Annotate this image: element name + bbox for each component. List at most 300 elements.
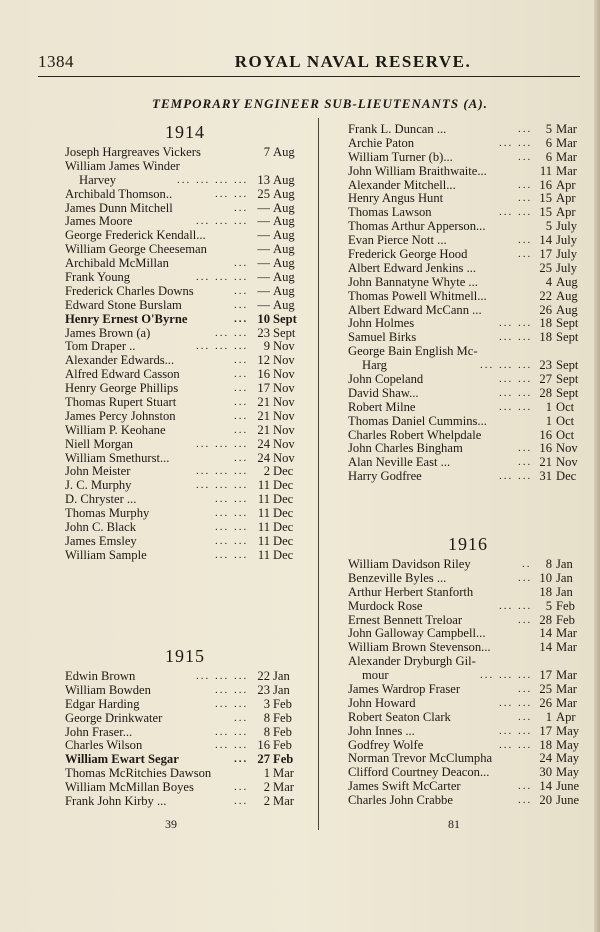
list-item <box>348 600 588 614</box>
leader-dots: ... <box>234 298 249 311</box>
seniority-day: — <box>257 200 270 215</box>
list-item <box>348 248 588 262</box>
officer-name: Thomas Rupert Stuart <box>65 395 177 410</box>
list-item <box>348 725 588 739</box>
officer-name: Henry Angus Hunt <box>348 191 444 206</box>
seniority-month: Mar <box>556 626 577 641</box>
seniority-day: 15 <box>539 205 552 220</box>
leader-dots: ... ... <box>215 534 249 547</box>
seniority-month: Nov <box>273 422 295 437</box>
leader-dots: ... <box>234 396 249 409</box>
seniority-day: 18 <box>539 330 552 345</box>
seniority-day: 27 <box>257 752 270 767</box>
seniority-month: Nov <box>556 455 578 470</box>
seniority-day: 11 <box>257 492 270 507</box>
page-edge <box>594 0 600 932</box>
leader-dots: ... <box>234 354 249 367</box>
seniority-day: 24 <box>257 450 270 465</box>
officer-name: John Copeland <box>348 372 424 387</box>
seniority-month: June <box>556 779 580 794</box>
officer-name: Robert Seaton Clark <box>348 709 451 724</box>
list-item <box>65 174 305 188</box>
officer-name: Henry George Phillips <box>65 381 179 396</box>
officer-name: Edgar Harding <box>65 696 140 711</box>
officer-name: William McMillan Boyes <box>65 780 194 795</box>
seniority-month: Dec <box>273 478 294 493</box>
list-item <box>348 572 588 586</box>
officer-name: Frederick Charles Downs <box>65 283 194 298</box>
officer-name: Charles Wilson <box>65 738 143 753</box>
seniority-day: 2 <box>263 464 270 479</box>
seniority-month: Mar <box>273 766 294 781</box>
leader-dots: ... <box>234 312 249 325</box>
officer-name: Thomas Arthur Apperson... <box>348 219 486 234</box>
leader-dots: ... ... <box>499 724 533 737</box>
leader-dots: .. <box>522 558 532 570</box>
leader-dots: ... ... ... <box>480 359 533 372</box>
officer-name: Alfred Edward Casson <box>65 367 180 382</box>
list-item <box>348 262 588 276</box>
seniority-day: 1 <box>545 413 552 428</box>
seniority-month: Oct <box>556 399 575 414</box>
list-item <box>348 331 588 345</box>
list-item <box>348 359 588 373</box>
officer-name: Charles Robert Whelpdale <box>348 427 482 442</box>
seniority-month: Feb <box>273 696 292 711</box>
seniority-day: 23 <box>257 682 270 697</box>
seniority-month: Feb <box>273 724 292 739</box>
seniority-month: Oct <box>556 427 575 442</box>
seniority-day: 21 <box>257 395 270 410</box>
list-item <box>348 179 588 193</box>
list-item <box>348 165 588 179</box>
seniority-day: 26 <box>539 302 552 317</box>
seniority-day: 10 <box>257 311 270 326</box>
seniority-day: 16 <box>539 177 552 192</box>
officer-name: Harry Godfree <box>348 469 422 484</box>
list-item <box>65 726 305 740</box>
leader-dots: ... <box>518 442 533 455</box>
list-item <box>348 683 588 697</box>
seniority-month: Nov <box>556 441 578 456</box>
list-item <box>348 739 588 753</box>
officer-name: Alexander Mitchell... <box>348 177 456 192</box>
list-item <box>65 243 305 257</box>
seniority-day: 25 <box>539 682 552 697</box>
list-item <box>348 387 588 401</box>
seniority-day: — <box>257 297 270 312</box>
leader-dots: ... ... ... <box>196 479 249 492</box>
officer-name: Alan Neville East ... <box>348 455 451 470</box>
seniority-month: Feb <box>273 738 292 753</box>
list-item <box>348 711 588 725</box>
seniority-month: Dec <box>273 547 294 562</box>
list-item <box>65 739 305 753</box>
officer-name: Charles John Crabbe <box>348 793 453 808</box>
leader-dots: ... <box>518 123 533 135</box>
leader-dots: ... <box>518 683 533 696</box>
list-item <box>65 340 305 354</box>
seniority-month: Jan <box>556 557 573 571</box>
list-item <box>65 299 305 313</box>
list-item <box>65 452 305 466</box>
list-item <box>65 160 305 174</box>
list-item <box>65 684 305 698</box>
list-item <box>65 712 305 726</box>
list-item <box>65 753 305 767</box>
list-item <box>348 317 588 331</box>
seniority-month: Aug <box>273 228 295 243</box>
seniority-day: 27 <box>539 372 552 387</box>
seniority-month: Apr <box>556 191 576 206</box>
leader-dots: ... <box>518 571 533 584</box>
officer-name: John Charles Bingham <box>348 441 463 456</box>
officer-name: Murdock Rose <box>348 598 423 613</box>
seniority-day: — <box>257 270 270 285</box>
seniority-month: Aug <box>556 302 578 317</box>
seniority-day: 21 <box>539 455 552 470</box>
seniority-month: Mar <box>273 780 294 795</box>
officer-name: Norman Trevor McClumpha <box>348 751 493 766</box>
officer-name: D. Chryster ... <box>65 492 137 507</box>
seniority-month: Aug <box>273 297 295 312</box>
list-item <box>65 521 305 535</box>
seniority-day: 10 <box>539 570 552 585</box>
seniority-day: 21 <box>257 408 270 423</box>
seniority-month: Mar <box>556 122 577 136</box>
list-item <box>65 795 305 809</box>
seniority-day: 4 <box>545 274 552 289</box>
seniority-month: Aug <box>273 270 295 285</box>
list-item <box>65 313 305 327</box>
seniority-day: — <box>257 228 270 243</box>
list-item <box>348 290 588 304</box>
seniority-month: Dec <box>273 464 294 479</box>
officer-name: Albert Edward Jenkins ... <box>348 260 477 275</box>
officer-name: Albert Edward McCann ... <box>348 302 482 317</box>
leader-dots: ... ... <box>499 470 533 483</box>
officer-name: Archie Paton <box>348 135 415 150</box>
officer-name: James Brown (a) <box>65 325 151 340</box>
seniority-day: 2 <box>263 794 270 809</box>
seniority-month: Mar <box>556 668 577 683</box>
seniority-day: 17 <box>539 723 552 738</box>
list-item <box>348 276 588 290</box>
seniority-month: Aug <box>273 242 295 257</box>
left-column-1914 <box>65 120 305 563</box>
list-item <box>65 215 305 229</box>
seniority-day: 17 <box>539 668 552 683</box>
officer-name: Alexander Dryburgh Gil- <box>348 654 476 669</box>
section-title: TEMPORARY ENGINEER SUB-LIEUTENANTS (A). <box>152 96 488 111</box>
officer-name: George Drinkwater <box>65 710 163 725</box>
seniority-day: 8 <box>545 557 552 571</box>
seniority-day: 28 <box>539 612 552 627</box>
seniority-month: June <box>556 793 580 808</box>
seniority-month: Aug <box>273 214 295 229</box>
officer-name: Edward Stone Burslam <box>65 297 182 312</box>
leader-dots: ... <box>234 201 249 214</box>
list-item <box>65 146 305 160</box>
list-item <box>65 479 305 493</box>
officer-name: Frank L. Duncan ... <box>348 122 447 136</box>
seniority-month: Dec <box>273 533 294 548</box>
seniority-month: Nov <box>273 353 295 368</box>
list-item <box>348 641 588 655</box>
officer-name: William George Cheeseman <box>65 242 207 257</box>
leader-dots: ... ... <box>499 738 533 751</box>
officer-name: Tom Draper .. <box>65 339 136 354</box>
leader-dots: ... ... <box>499 386 533 399</box>
list-item <box>65 229 305 243</box>
seniority-month: Nov <box>273 339 295 354</box>
officer-name: Clifford Courtney Deacon... <box>348 765 490 780</box>
seniority-day: 11 <box>257 547 270 562</box>
list-item <box>65 535 305 549</box>
leader-dots: ... ... <box>215 507 249 520</box>
seniority-day: 11 <box>257 478 270 493</box>
year-heading-1914: 1914 <box>165 122 205 142</box>
officer-name: Thomas Murphy <box>65 506 150 521</box>
seniority-month: Nov <box>273 436 295 451</box>
leader-dots: ... ... <box>499 696 533 709</box>
officer-name: J. C. Murphy <box>65 478 132 493</box>
officer-name: John Meister <box>65 464 131 479</box>
list-item <box>348 697 588 711</box>
leader-dots: ... <box>518 613 533 626</box>
list-item <box>65 188 305 202</box>
leader-dots: ... ... ... <box>196 271 249 284</box>
seniority-day: 26 <box>539 695 552 710</box>
leader-dots: ... ... ... <box>196 465 249 478</box>
officer-name: William Smethurst... <box>65 450 170 465</box>
leader-dots: ... <box>518 150 533 163</box>
page-header <box>38 52 578 76</box>
list-item <box>348 794 588 808</box>
seniority-day: 1 <box>545 709 552 724</box>
seniority-month: Apr <box>556 177 576 192</box>
seniority-day: 31 <box>539 469 552 484</box>
leader-dots: ... ... ... <box>196 215 249 228</box>
leader-dots: ... ... <box>215 187 249 200</box>
officer-name: Arthur Herbert Stanforth <box>348 584 474 599</box>
leader-dots: ... <box>234 382 249 395</box>
seniority-month: Feb <box>273 710 292 725</box>
seniority-day: 16 <box>257 367 270 382</box>
leader-dots: ... <box>234 711 249 724</box>
officer-name: John William Braithwaite... <box>348 163 487 178</box>
officer-name: John Fraser... <box>65 724 133 739</box>
officer-name: Joseph Hargreaves Vickers <box>65 145 201 159</box>
seniority-day: 25 <box>539 260 552 275</box>
officer-name: James Percy Johnston <box>65 408 176 423</box>
seniority-month: July <box>556 219 577 234</box>
seniority-day: 16 <box>257 738 270 753</box>
seniority-day: 18 <box>539 584 552 599</box>
list-item <box>348 234 588 248</box>
seniority-day: 9 <box>263 339 270 354</box>
seniority-day: 11 <box>257 533 270 548</box>
officer-name: Thomas Powell Whitmell... <box>348 288 487 303</box>
officer-name: William Bowden <box>65 682 151 697</box>
seniority-day: 7 <box>263 145 270 159</box>
seniority-month: Mar <box>556 640 577 655</box>
year-heading-1916: 1916 <box>448 534 488 554</box>
officer-name: Evan Pierce Nott ... <box>348 233 447 248</box>
seniority-month: Mar <box>556 135 577 150</box>
seniority-month: Apr <box>556 205 576 220</box>
seniority-month: Mar <box>556 149 577 164</box>
seniority-day: 30 <box>539 765 552 780</box>
seniority-day: 18 <box>539 737 552 752</box>
seniority-day: 2 <box>263 780 270 795</box>
leader-dots: ... <box>234 257 249 270</box>
seniority-month: Dec <box>273 506 294 521</box>
seniority-month: Dec <box>273 492 294 507</box>
seniority-month: Mar <box>556 695 577 710</box>
leader-dots: ... ... <box>215 326 249 339</box>
seniority-month: Aug <box>556 288 578 303</box>
officer-name: William Davidson Riley <box>348 557 471 571</box>
leader-dots: ... ... <box>499 317 533 330</box>
list-item <box>348 669 588 683</box>
officer-name: Thomas Lawson <box>348 205 432 220</box>
seniority-month: Aug <box>273 283 295 298</box>
seniority-day: 14 <box>539 779 552 794</box>
seniority-day: 24 <box>257 436 270 451</box>
list-item <box>65 767 305 781</box>
seniority-month: Sept <box>556 358 579 373</box>
officer-name: John Holmes <box>348 316 415 331</box>
officer-name: William Sample <box>65 547 147 562</box>
officer-name: Harg <box>362 358 387 373</box>
seniority-day: 8 <box>263 724 270 739</box>
list-item <box>65 698 305 712</box>
seniority-day: 5 <box>545 598 552 613</box>
leader-dots: ... <box>518 710 533 723</box>
list-item <box>65 507 305 521</box>
officer-name: Frank Young <box>65 270 131 285</box>
leader-dots: ... <box>518 794 533 807</box>
seniority-month: Jan <box>556 584 573 599</box>
list-item <box>348 137 588 151</box>
seniority-day: — <box>257 256 270 271</box>
list-item <box>348 220 588 234</box>
list-item <box>65 285 305 299</box>
seniority-month: Nov <box>273 408 295 423</box>
list-item <box>348 766 588 780</box>
leader-dots: ... <box>234 368 249 381</box>
seniority-day: 1 <box>545 399 552 414</box>
seniority-month: Jan <box>273 682 290 697</box>
leader-dots: ... <box>234 423 249 436</box>
seniority-month: May <box>556 723 580 738</box>
leader-dots: ... ... ... <box>196 670 249 682</box>
leader-dots: ... ... <box>215 521 249 534</box>
seniority-day: 16 <box>539 427 552 442</box>
leader-dots: ... ... <box>499 136 533 149</box>
seniority-day: 11 <box>257 520 270 535</box>
list-item <box>65 271 305 285</box>
seniority-month: Aug <box>273 186 295 201</box>
leader-dots: ... ... <box>215 493 249 506</box>
leader-dots: ... ... <box>499 599 533 612</box>
right-column-1916 <box>348 532 588 808</box>
seniority-month: Sept <box>273 311 297 326</box>
leader-dots: ... ... ... <box>480 669 533 682</box>
seniority-month: July <box>556 260 577 275</box>
seniority-day: — <box>257 214 270 229</box>
officer-name: Thomas Daniel Cummins... <box>348 413 487 428</box>
seniority-day: 11 <box>539 163 552 178</box>
officer-name: Archibald McMillan <box>65 256 169 271</box>
officer-name: Thomas McRitchies Dawson <box>65 766 212 781</box>
column-divider <box>318 118 319 830</box>
officer-name: mour <box>362 668 389 683</box>
officer-name: William P. Keohane <box>65 422 166 437</box>
officer-name: Harvey <box>79 172 117 187</box>
seniority-month: Mar <box>556 163 577 178</box>
list-item <box>348 614 588 628</box>
list-item <box>65 396 305 410</box>
list-item <box>65 549 305 563</box>
list-item <box>348 470 588 484</box>
list-item <box>348 655 588 669</box>
list-item <box>348 752 588 766</box>
officer-name: John C. Black <box>65 520 137 535</box>
seniority-day: 14 <box>539 626 552 641</box>
officer-name: Alexander Edwards... <box>65 353 175 368</box>
leader-dots: ... <box>234 753 249 766</box>
seniority-month: May <box>556 737 580 752</box>
seniority-month: Oct <box>556 413 575 428</box>
left-column-1915 <box>65 644 305 809</box>
officer-name: John Galloway Campbell... <box>348 626 486 641</box>
list-item <box>65 424 305 438</box>
seniority-day: 11 <box>257 506 270 521</box>
leader-dots: ... <box>234 409 249 422</box>
leader-dots: ... ... <box>499 331 533 344</box>
officer-name: John Bannatyne Whyte ... <box>348 274 478 289</box>
seniority-day: 13 <box>257 172 270 187</box>
leader-dots: ... ... ... ... <box>177 173 249 186</box>
seniority-month: Aug <box>273 256 295 271</box>
seniority-month: July <box>556 247 577 262</box>
seniority-day: 5 <box>545 122 552 136</box>
seniority-day: 16 <box>539 441 552 456</box>
officer-name: Godfrey Wolfe <box>348 737 424 752</box>
seniority-day: 22 <box>539 288 552 303</box>
seniority-month: Nov <box>273 367 295 382</box>
officer-name: Frederick George Hood <box>348 247 468 262</box>
list-item <box>65 781 305 795</box>
leader-dots: ... <box>518 192 533 205</box>
seniority-month: Jan <box>273 669 290 683</box>
seniority-day: 15 <box>539 191 552 206</box>
seniority-day: — <box>257 242 270 257</box>
seniority-day: 5 <box>545 219 552 234</box>
page-number: 1384 <box>38 52 74 71</box>
list-item <box>348 627 588 641</box>
seniority-day: 20 <box>539 793 552 808</box>
officer-name: Benzeville Byles ... <box>348 570 447 585</box>
seniority-month: Dec <box>556 469 577 484</box>
officer-name: William Ewart Segar <box>65 752 179 767</box>
seniority-month: Aug <box>556 274 578 289</box>
leader-dots: ... ... <box>215 683 249 696</box>
list-item <box>348 429 588 443</box>
seniority-month: Apr <box>556 709 576 724</box>
